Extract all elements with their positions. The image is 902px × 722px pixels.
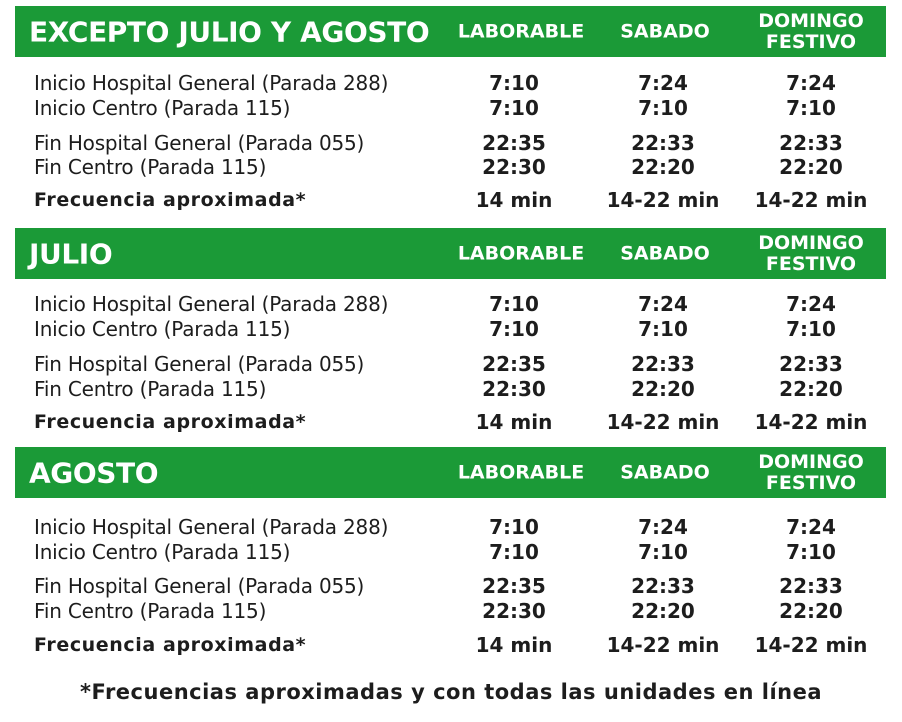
table-row xyxy=(15,317,886,341)
value-domingo-festivo: 14-22 min xyxy=(754,633,868,657)
value-domingo-festivo: 7:24 xyxy=(786,292,836,316)
footnote: *Frecuencias aproximadas y con todas las unidades en línea xyxy=(79,680,823,704)
table-row xyxy=(15,515,886,539)
table-row xyxy=(15,131,886,155)
value-laborable: 7:10 xyxy=(489,96,539,120)
value-sabado: 22:33 xyxy=(631,574,695,598)
column-header-sabado: SABADO xyxy=(620,242,710,264)
value-domingo-festivo: 22:33 xyxy=(779,131,843,155)
value-sabado: 7:24 xyxy=(638,292,688,316)
section-title: EXCEPTO JULIO Y AGOSTO xyxy=(29,15,430,48)
row-label: Inicio Centro (Parada 115) xyxy=(34,540,291,564)
value-sabado: 14-22 min xyxy=(606,633,720,657)
table-row xyxy=(15,352,886,376)
table-row xyxy=(15,96,886,120)
value-domingo-festivo: 7:10 xyxy=(786,540,836,564)
row-label: Fin Hospital General (Parada 055) xyxy=(34,352,365,376)
value-sabado: 22:20 xyxy=(631,599,695,623)
value-laborable: 22:30 xyxy=(482,599,546,623)
value-domingo-festivo: 7:24 xyxy=(786,515,836,539)
value-domingo-festivo: 14-22 min xyxy=(754,410,868,434)
value-laborable: 22:30 xyxy=(482,377,546,401)
column-header-domingo-festivo: DOMINGO FESTIVO xyxy=(758,450,864,494)
frequency-row xyxy=(15,410,886,434)
column-header-laborable: LABORABLE xyxy=(457,20,585,42)
value-domingo-festivo: 14-22 min xyxy=(754,188,868,212)
value-sabado: 22:33 xyxy=(631,352,695,376)
column-header-laborable: LABORABLE xyxy=(457,242,585,264)
table-row xyxy=(15,155,886,179)
value-laborable: 14 min xyxy=(475,633,553,657)
row-label: Inicio Hospital General (Parada 288) xyxy=(34,292,389,316)
value-sabado: 7:10 xyxy=(638,96,688,120)
column-header-domingo-festivo: DOMINGO FESTIVO xyxy=(758,231,864,275)
value-laborable: 7:10 xyxy=(489,540,539,564)
value-laborable: 7:10 xyxy=(489,292,539,316)
row-label: Fin Centro (Parada 115) xyxy=(34,599,267,623)
table-row xyxy=(15,377,886,401)
value-laborable: 7:10 xyxy=(489,317,539,341)
value-laborable: 14 min xyxy=(475,410,553,434)
value-laborable: 22:35 xyxy=(482,352,546,376)
section-header xyxy=(15,447,886,498)
value-sabado: 14-22 min xyxy=(606,410,720,434)
value-laborable: 7:10 xyxy=(489,515,539,539)
table-row xyxy=(15,71,886,95)
row-label: Frecuencia aproximada* xyxy=(34,189,307,211)
frequency-row xyxy=(15,633,886,657)
schedule-section-julio xyxy=(15,228,886,434)
value-domingo-festivo: 22:33 xyxy=(779,574,843,598)
value-domingo-festivo: 7:24 xyxy=(786,71,836,95)
value-sabado: 7:24 xyxy=(638,71,688,95)
row-label: Fin Centro (Parada 115) xyxy=(34,377,267,401)
table-row xyxy=(15,292,886,316)
row-label: Inicio Centro (Parada 115) xyxy=(34,317,291,341)
section-title: JULIO xyxy=(29,237,113,270)
section-title: AGOSTO xyxy=(29,456,159,489)
value-domingo-festivo: 22:20 xyxy=(779,599,843,623)
value-laborable: 7:10 xyxy=(489,71,539,95)
value-laborable: 22:30 xyxy=(482,155,546,179)
value-domingo-festivo: 7:10 xyxy=(786,96,836,120)
value-laborable: 22:35 xyxy=(482,131,546,155)
column-header-sabado: SABADO xyxy=(620,20,710,42)
value-sabado: 7:10 xyxy=(638,540,688,564)
value-laborable: 14 min xyxy=(475,188,553,212)
value-sabado: 14-22 min xyxy=(606,188,720,212)
value-laborable: 22:35 xyxy=(482,574,546,598)
column-header-sabado: SABADO xyxy=(620,461,710,483)
table-row xyxy=(15,574,886,598)
value-domingo-festivo: 22:20 xyxy=(779,377,843,401)
column-header-laborable: LABORABLE xyxy=(457,461,585,483)
value-sabado: 22:20 xyxy=(631,377,695,401)
value-domingo-festivo: 22:33 xyxy=(779,352,843,376)
value-domingo-festivo: 7:10 xyxy=(786,317,836,341)
value-sabado: 22:33 xyxy=(631,131,695,155)
row-label: Inicio Centro (Parada 115) xyxy=(34,96,291,120)
row-label: Fin Hospital General (Parada 055) xyxy=(34,574,365,598)
value-sabado: 7:10 xyxy=(638,317,688,341)
column-header-domingo-festivo: DOMINGO FESTIVO xyxy=(758,9,864,53)
schedule-section-agosto xyxy=(15,447,886,657)
table-row xyxy=(15,540,886,564)
row-label: Frecuencia aproximada* xyxy=(34,411,307,433)
row-label: Fin Centro (Parada 115) xyxy=(34,155,267,179)
value-sabado: 22:20 xyxy=(631,155,695,179)
row-label: Inicio Hospital General (Parada 288) xyxy=(34,515,389,539)
schedule-section-regular xyxy=(15,6,886,212)
section-header xyxy=(15,6,886,57)
value-domingo-festivo: 22:20 xyxy=(779,155,843,179)
frequency-row xyxy=(15,188,886,212)
section-header xyxy=(15,228,886,279)
value-sabado: 7:24 xyxy=(638,515,688,539)
row-label: Frecuencia aproximada* xyxy=(34,634,307,656)
row-label: Fin Hospital General (Parada 055) xyxy=(34,131,365,155)
table-row xyxy=(15,599,886,623)
row-label: Inicio Hospital General (Parada 288) xyxy=(34,71,389,95)
